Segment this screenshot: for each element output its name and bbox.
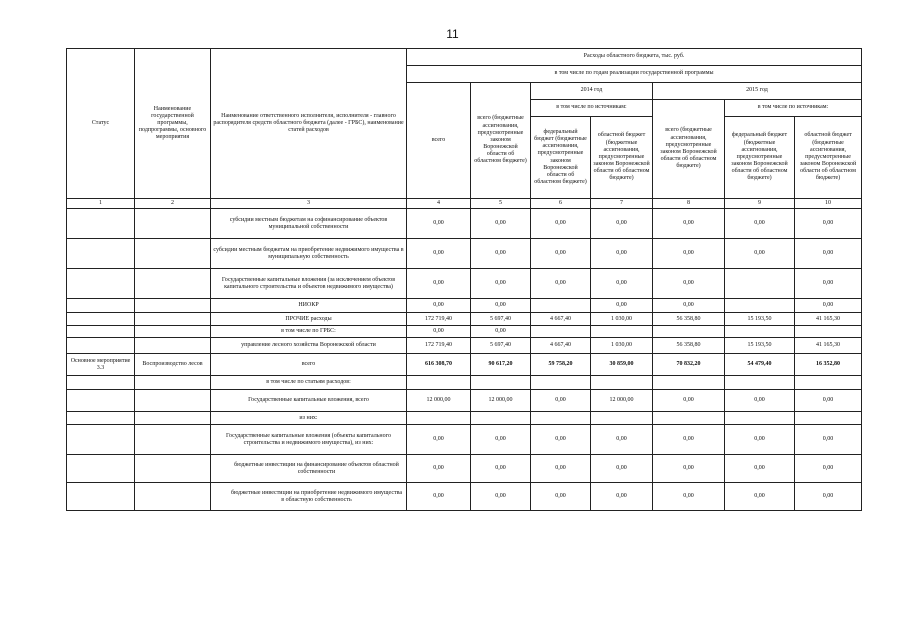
row-value: 0,00 xyxy=(407,269,471,299)
row-value: 0,00 xyxy=(591,299,653,313)
row-label: Государственные капитальные вложения (объекты капитального строительства и недвижимого имущества), из них: xyxy=(211,425,407,455)
budget-table xyxy=(66,48,862,511)
table-row xyxy=(67,299,862,313)
row-status xyxy=(67,425,135,455)
header-year-2015: 2015 год xyxy=(653,83,862,100)
row-program xyxy=(135,269,211,299)
row-value: 0,00 xyxy=(471,425,531,455)
row-value: 0,00 xyxy=(471,326,531,338)
header-2015-by-sources: в том числе по источникам: xyxy=(725,100,862,117)
page-number: 11 xyxy=(446,27,459,41)
row-value xyxy=(531,412,591,425)
header-expenses: Расходы областного бюджета, тыс. руб. xyxy=(407,49,862,66)
table-row xyxy=(67,269,862,299)
header-2015-total: всего (бюджетные ассигнования, предусмотренные законом Воронежской области об областном бюджете) xyxy=(653,100,725,199)
column-number-row xyxy=(67,199,862,209)
row-value xyxy=(795,412,862,425)
row-value: 0,00 xyxy=(407,483,471,511)
row-value: 0,00 xyxy=(471,269,531,299)
column-number: 8 xyxy=(653,199,725,209)
header-2014-regional: областной бюджет (бюджетные ассигнования, предусмотренные законом Воронежской области об областном бюджете) xyxy=(591,117,653,199)
row-value: 0,00 xyxy=(725,483,795,511)
row-program xyxy=(135,483,211,511)
row-value: 0,00 xyxy=(471,455,531,483)
row-label: субсидии местным бюджетам на приобретение недвижимого имущества в муниципальную собственность xyxy=(211,239,407,269)
row-program xyxy=(135,313,211,326)
row-status xyxy=(67,269,135,299)
row-status xyxy=(67,313,135,326)
row-value: 616 308,70 xyxy=(407,354,471,376)
row-program xyxy=(135,425,211,455)
row-program xyxy=(135,455,211,483)
column-number: 10 xyxy=(795,199,862,209)
table-row xyxy=(67,412,862,425)
header-by-years: в том числе по годам реализации государственной программы xyxy=(407,66,862,83)
row-value: 0,00 xyxy=(725,239,795,269)
row-value: 0,00 xyxy=(653,390,725,412)
row-value xyxy=(795,326,862,338)
row-value xyxy=(531,376,591,390)
column-number: 5 xyxy=(471,199,531,209)
row-value: 0,00 xyxy=(653,425,725,455)
row-value: 0,00 xyxy=(471,483,531,511)
row-value: 0,00 xyxy=(471,299,531,313)
table-row xyxy=(67,354,862,376)
header-year-2014: 2014 год xyxy=(531,83,653,100)
table-row xyxy=(67,338,862,354)
row-value: 0,00 xyxy=(653,209,725,239)
row-value: 0,00 xyxy=(795,483,862,511)
row-program xyxy=(135,412,211,425)
header-status: Статус xyxy=(67,49,135,199)
row-value xyxy=(407,376,471,390)
row-value xyxy=(591,376,653,390)
table-row xyxy=(67,209,862,239)
row-value: 54 479,40 xyxy=(725,354,795,376)
row-label: НИОКР xyxy=(211,299,407,313)
row-status xyxy=(67,239,135,269)
row-value: 0,00 xyxy=(531,425,591,455)
row-value: 0,00 xyxy=(531,239,591,269)
row-value: 0,00 xyxy=(471,239,531,269)
column-number: 3 xyxy=(211,199,407,209)
row-value: 16 352,80 xyxy=(795,354,862,376)
row-value: 0,00 xyxy=(407,209,471,239)
row-value: 15 193,50 xyxy=(725,338,795,354)
row-value: 0,00 xyxy=(591,239,653,269)
table-row xyxy=(67,313,862,326)
row-value: 0,00 xyxy=(471,209,531,239)
row-value xyxy=(725,269,795,299)
row-value: 0,00 xyxy=(653,455,725,483)
row-value: 4 667,40 xyxy=(531,313,591,326)
table-row xyxy=(67,239,862,269)
row-value: 1 030,00 xyxy=(591,313,653,326)
row-value: 0,00 xyxy=(591,455,653,483)
row-program xyxy=(135,299,211,313)
row-value: 0,00 xyxy=(725,455,795,483)
row-value: 0,00 xyxy=(795,425,862,455)
row-value: 70 832,20 xyxy=(653,354,725,376)
row-value: 30 859,00 xyxy=(591,354,653,376)
column-number: 1 xyxy=(67,199,135,209)
table-row xyxy=(67,483,862,511)
row-value xyxy=(531,326,591,338)
row-status xyxy=(67,326,135,338)
row-value: 0,00 xyxy=(531,483,591,511)
row-label: субсидии местным бюджетам на софинансирование объектов муниципальной собственности xyxy=(211,209,407,239)
row-value: 56 358,80 xyxy=(653,313,725,326)
row-value: 0,00 xyxy=(591,425,653,455)
row-value: 5 697,40 xyxy=(471,313,531,326)
row-value: 0,00 xyxy=(407,326,471,338)
row-value: 0,00 xyxy=(591,269,653,299)
row-status xyxy=(67,483,135,511)
header-2015-federal: федеральный бюджет (бюджетные ассигнования, предусмотренные законом Воронежской области об областном бюджете) xyxy=(725,117,795,199)
row-value: 5 697,40 xyxy=(471,338,531,354)
row-value: 90 617,20 xyxy=(471,354,531,376)
row-program: Воспроизводство лесов xyxy=(135,354,211,376)
row-value: 0,00 xyxy=(531,455,591,483)
row-program xyxy=(135,390,211,412)
row-value: 0,00 xyxy=(795,239,862,269)
row-value xyxy=(653,376,725,390)
row-value: 0,00 xyxy=(531,269,591,299)
row-value xyxy=(591,412,653,425)
row-label: Государственные капитальные вложения, всего xyxy=(211,390,407,412)
row-label: бюджетные инвестиции на финансирование объектов областной собственности xyxy=(211,455,407,483)
row-value: 0,00 xyxy=(795,299,862,313)
row-value xyxy=(653,326,725,338)
column-number: 9 xyxy=(725,199,795,209)
header-total: всего xyxy=(407,83,471,199)
row-value: 0,00 xyxy=(653,299,725,313)
row-value xyxy=(471,412,531,425)
row-value: 0,00 xyxy=(725,425,795,455)
row-value: 56 358,80 xyxy=(653,338,725,354)
row-value xyxy=(653,412,725,425)
row-status xyxy=(67,209,135,239)
row-value xyxy=(725,412,795,425)
row-value: 0,00 xyxy=(407,239,471,269)
row-status xyxy=(67,376,135,390)
table-row xyxy=(67,390,862,412)
row-value: 0,00 xyxy=(795,390,862,412)
header-2014-by-sources: в том числе по источникам: xyxy=(531,100,653,117)
row-value xyxy=(725,299,795,313)
row-value: 12 000,00 xyxy=(407,390,471,412)
column-number: 7 xyxy=(591,199,653,209)
row-value: 0,00 xyxy=(407,299,471,313)
row-label: в том числе по статьям расходов: xyxy=(211,376,407,390)
row-value xyxy=(725,326,795,338)
row-program xyxy=(135,338,211,354)
row-status xyxy=(67,412,135,425)
header-program-name: Наименование государственной программы, подпрограммы, основного мероприятия xyxy=(135,49,211,199)
row-value xyxy=(407,412,471,425)
row-label: Государственные капитальные вложения (за исключением объектов капитального строительства и объектов недвижимого имущества) xyxy=(211,269,407,299)
row-value: 0,00 xyxy=(531,390,591,412)
row-value xyxy=(471,376,531,390)
row-value: 0,00 xyxy=(725,209,795,239)
row-value xyxy=(591,326,653,338)
row-label: ПРОЧИЕ расходы xyxy=(211,313,407,326)
header-executor: Наименование ответственного исполнителя, исполнителя - главного распорядителя средств областного бюджета (далее - ГРБС), наименование статей расходов xyxy=(211,49,407,199)
header-2014-federal: федеральный бюджет (бюджетные ассигнования, предусмотренные законом Воронежской области об областном бюджете) xyxy=(531,117,591,199)
row-value xyxy=(531,299,591,313)
header-total-incl: всего (бюджетные ассигнования, предусмотренные законом Воронежской области об областном бюджете) xyxy=(471,83,531,199)
row-value: 0,00 xyxy=(653,483,725,511)
row-value: 0,00 xyxy=(795,269,862,299)
row-value: 41 165,30 xyxy=(795,338,862,354)
column-number: 2 xyxy=(135,199,211,209)
row-status: Основное мероприятие 3.3 xyxy=(67,354,135,376)
row-value: 15 193,50 xyxy=(725,313,795,326)
table-row xyxy=(67,425,862,455)
row-value xyxy=(725,376,795,390)
table-row xyxy=(67,376,862,390)
row-program xyxy=(135,209,211,239)
row-value: 0,00 xyxy=(795,455,862,483)
row-status xyxy=(67,338,135,354)
row-status xyxy=(67,390,135,412)
header-2015-regional: областной бюджет (бюджетные ассигнования, предусмотренные законом Воронежской области об областном бюджете) xyxy=(795,117,862,199)
column-number: 6 xyxy=(531,199,591,209)
row-value: 0,00 xyxy=(725,390,795,412)
row-value: 0,00 xyxy=(591,209,653,239)
row-value: 0,00 xyxy=(653,239,725,269)
row-value: 172 719,40 xyxy=(407,338,471,354)
row-status xyxy=(67,299,135,313)
row-status xyxy=(67,455,135,483)
row-value xyxy=(795,376,862,390)
row-program xyxy=(135,326,211,338)
table-row xyxy=(67,326,862,338)
row-value: 0,00 xyxy=(795,209,862,239)
row-label: из них: xyxy=(211,412,407,425)
row-value: 59 758,20 xyxy=(531,354,591,376)
row-label: управление лесного хозяйства Воронежской области xyxy=(211,338,407,354)
row-value: 1 030,00 xyxy=(591,338,653,354)
row-program xyxy=(135,239,211,269)
row-value: 172 719,40 xyxy=(407,313,471,326)
row-value: 41 165,30 xyxy=(795,313,862,326)
row-value: 4 667,40 xyxy=(531,338,591,354)
row-label: в том числе по ГРБС: xyxy=(211,326,407,338)
row-program xyxy=(135,376,211,390)
row-label: всего xyxy=(211,354,407,376)
row-value: 0,00 xyxy=(531,209,591,239)
row-value: 12 000,00 xyxy=(471,390,531,412)
column-number: 4 xyxy=(407,199,471,209)
row-value: 0,00 xyxy=(407,455,471,483)
row-value: 0,00 xyxy=(407,425,471,455)
row-value: 12 000,00 xyxy=(591,390,653,412)
row-value: 0,00 xyxy=(653,269,725,299)
row-value: 0,00 xyxy=(591,483,653,511)
row-label: бюджетные инвестиции на приобретение недвижимого имущества в областную собственность xyxy=(211,483,407,511)
table-row xyxy=(67,455,862,483)
